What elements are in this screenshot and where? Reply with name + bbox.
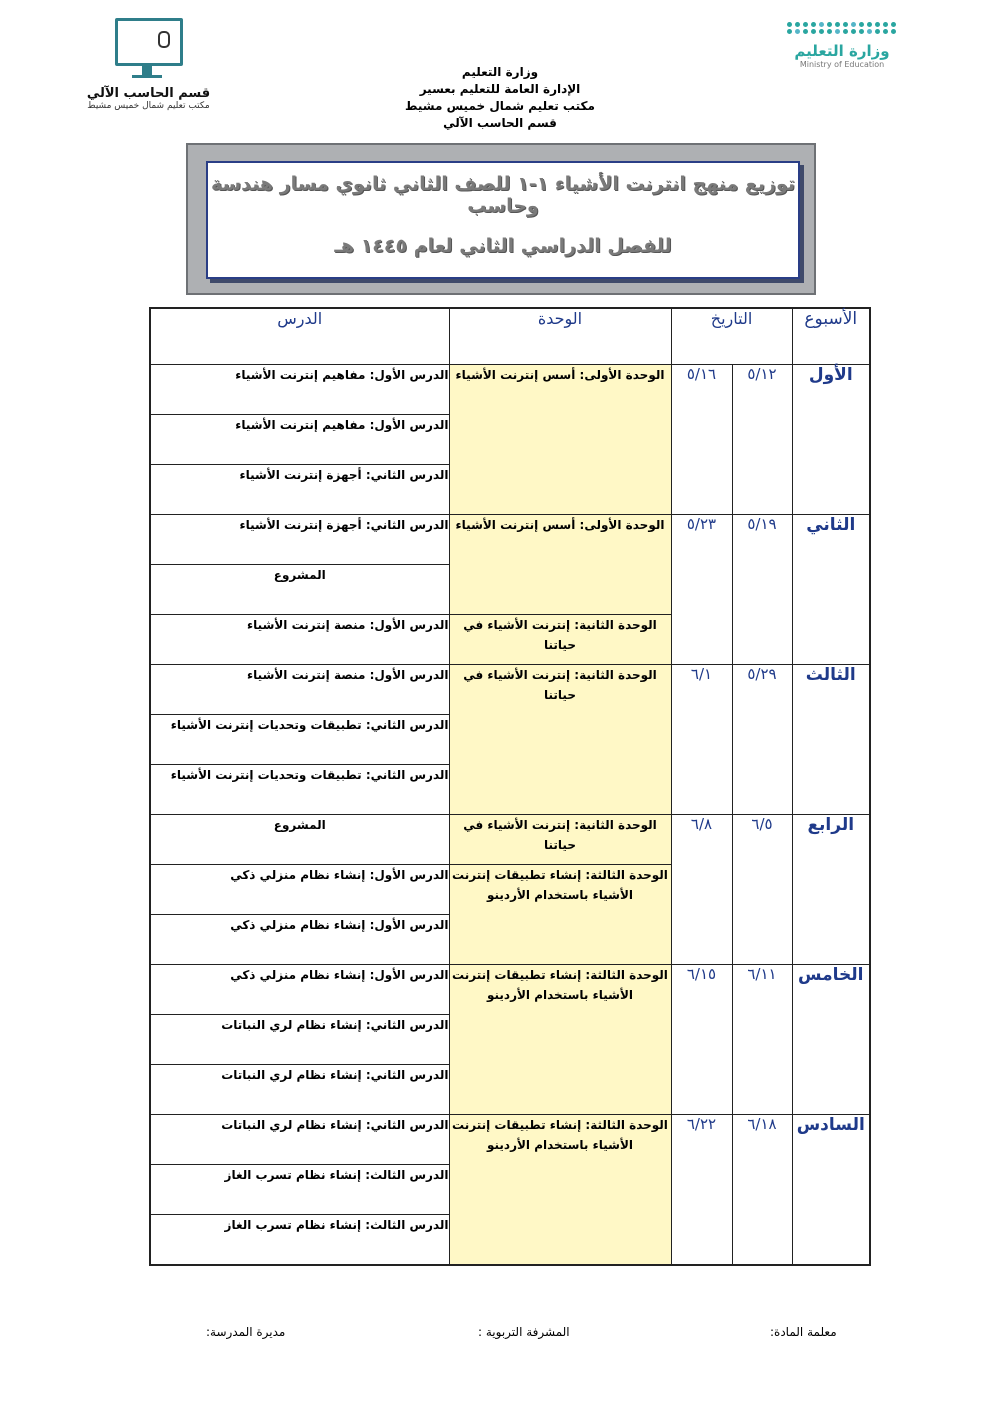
ministry-name-en: Ministry of Education (799, 60, 885, 69)
lesson-cell: الدرس الأول: إنشاء نظام منزلي ذكي (150, 865, 449, 915)
date-from-cell: ٦/١٨ (732, 1115, 792, 1265)
date-from-cell: ٥/١٩ (732, 515, 792, 665)
date-to-cell: ٦/٨ (671, 815, 732, 965)
logo-office-name: مكتب تعليم شمال خميس مشيط (87, 101, 210, 111)
ministry-logo (772, 22, 912, 69)
logo-department-name: قسم الحاسب الآلي (86, 86, 211, 101)
title-box (206, 161, 800, 279)
header-unit: الوحدة (449, 308, 671, 365)
lesson-cell: الدرس الأول: مفاهيم إنترنت الأشياء (150, 415, 449, 465)
table-header-row (150, 308, 870, 365)
lesson-cell: الدرس الأول: إنشاء نظام منزلي ذكي (150, 965, 449, 1015)
unit-cell: الوحدة الأولى: أسس إنترنت الأشياء (449, 365, 671, 515)
table-row (150, 1115, 870, 1165)
lesson-cell: الدرس الثالث: إنشاء نظام تسرب الغاز (150, 1165, 449, 1215)
lesson-cell: الدرس الثاني: إنشاء نظام لري النباتات (150, 1015, 449, 1065)
lesson-cell: الدرس الأول: إنشاء نظام منزلي ذكي (150, 915, 449, 965)
unit-cell: الوحدة الأولى: أسس إنترنت الأشياء (449, 515, 671, 615)
unit-cell: الوحدة الثانية: إنترنت الأشياء في حياتنا (449, 665, 671, 815)
lesson-cell: الدرس الثالث: إنشاء نظام تسرب الغاز (150, 1215, 449, 1265)
lesson-cell: الدرس الثاني: إنشاء نظام لري النباتات (150, 1065, 449, 1115)
header-week: الأسبوع (792, 308, 870, 365)
date-from-cell: ٥/٢٩ (732, 665, 792, 815)
unit-cell: الوحدة الثانية: إنترنت الأشياء في حياتنا (449, 815, 671, 865)
title-frame (186, 143, 816, 295)
date-from-cell: ٦/١١ (732, 965, 792, 1115)
curriculum-table (149, 307, 871, 1266)
table-row (150, 365, 870, 415)
week-cell: الخامس (792, 965, 870, 1115)
date-to-cell: ٥/٢٣ (671, 515, 732, 665)
unit-cell: الوحدة الثالثة: إنشاء تطبيقات إنترنت الأشياء باستخدام الأردينو (449, 1115, 671, 1265)
table-row (150, 965, 870, 1015)
table-row (150, 515, 870, 565)
header-line: وزارة التعليم (461, 65, 539, 79)
ministry-name-ar: وزارة التعليم (794, 42, 890, 60)
header-line: قسم الحاسب الآلي (443, 116, 557, 130)
header-line: الإدارة العامة للتعليم بعسير (419, 82, 581, 96)
lesson-cell: الدرس الثاني: أجهزة إنترنت الأشياء (150, 515, 449, 565)
week-cell: الرابع (792, 815, 870, 965)
title-line-2: للفصل الدراسي الثاني لعام ١٤٤٥ هـ (334, 235, 672, 257)
date-from-cell: ٦/٥ (732, 815, 792, 965)
lesson-cell: الدرس الأول: منصة إنترنت الأشياء (150, 615, 449, 665)
lesson-cell: المشروع (150, 565, 449, 615)
week-cell: السادس (792, 1115, 870, 1265)
header-block (380, 64, 620, 132)
date-to-cell: ٦/٢٢ (671, 1115, 732, 1265)
header-date: التاريخ (671, 308, 792, 365)
date-to-cell: ٦/١٥ (671, 965, 732, 1115)
header-line: مكتب تعليم شمال خميس مشيط (405, 99, 595, 113)
unit-cell: الوحدة الثالثة: إنشاء تطبيقات إنترنت الأشياء باستخدام الأردينو (449, 965, 671, 1115)
week-cell: الثالث (792, 665, 870, 815)
lesson-cell: الدرس الثاني: تطبيقات وتحديات إنترنت الأشياء (150, 715, 449, 765)
week-cell: الثاني (792, 515, 870, 665)
principal-signature-label: مديرة المدرسة: (206, 1325, 286, 1339)
computer-monitor-icon (115, 18, 183, 66)
lesson-cell: الدرس الأول: مفاهيم إنترنت الأشياء (150, 365, 449, 415)
teacher-signature-label: معلمة المادة: (770, 1325, 837, 1339)
unit-cell: الوحدة الثانية: إنترنت الأشياء في حياتنا (449, 615, 671, 665)
lesson-cell: الدرس الثاني: إنشاء نظام لري النباتات (150, 1115, 449, 1165)
unit-cell: الوحدة الثالثة: إنشاء تطبيقات إنترنت الأشياء باستخدام الأردينو (449, 865, 671, 965)
date-from-cell: ٥/١٢ (732, 365, 792, 515)
table-row (150, 665, 870, 715)
date-to-cell: ٦/١ (671, 665, 732, 815)
lesson-cell: المشروع (150, 815, 449, 865)
ministry-dots-icon (772, 22, 912, 34)
title-line-1: توزيع منهج انترنت الأشياء ١-١ للصف الثاني ثانوي مسار هندسة وحاسب (210, 173, 796, 217)
lesson-cell: الدرس الثاني: أجهزة إنترنت الأشياء (150, 465, 449, 515)
department-logo (86, 18, 211, 111)
week-cell: الأول (792, 365, 870, 515)
supervisor-signature-label: المشرفة التربوية : (478, 1325, 570, 1339)
header-lesson: الدرس (150, 308, 449, 365)
lesson-cell: الدرس الأول: منصة إنترنت الأشياء (150, 665, 449, 715)
table-row (150, 815, 870, 865)
date-to-cell: ٥/١٦ (671, 365, 732, 515)
lesson-cell: الدرس الثاني: تطبيقات وتحديات إنترنت الأشياء (150, 765, 449, 815)
